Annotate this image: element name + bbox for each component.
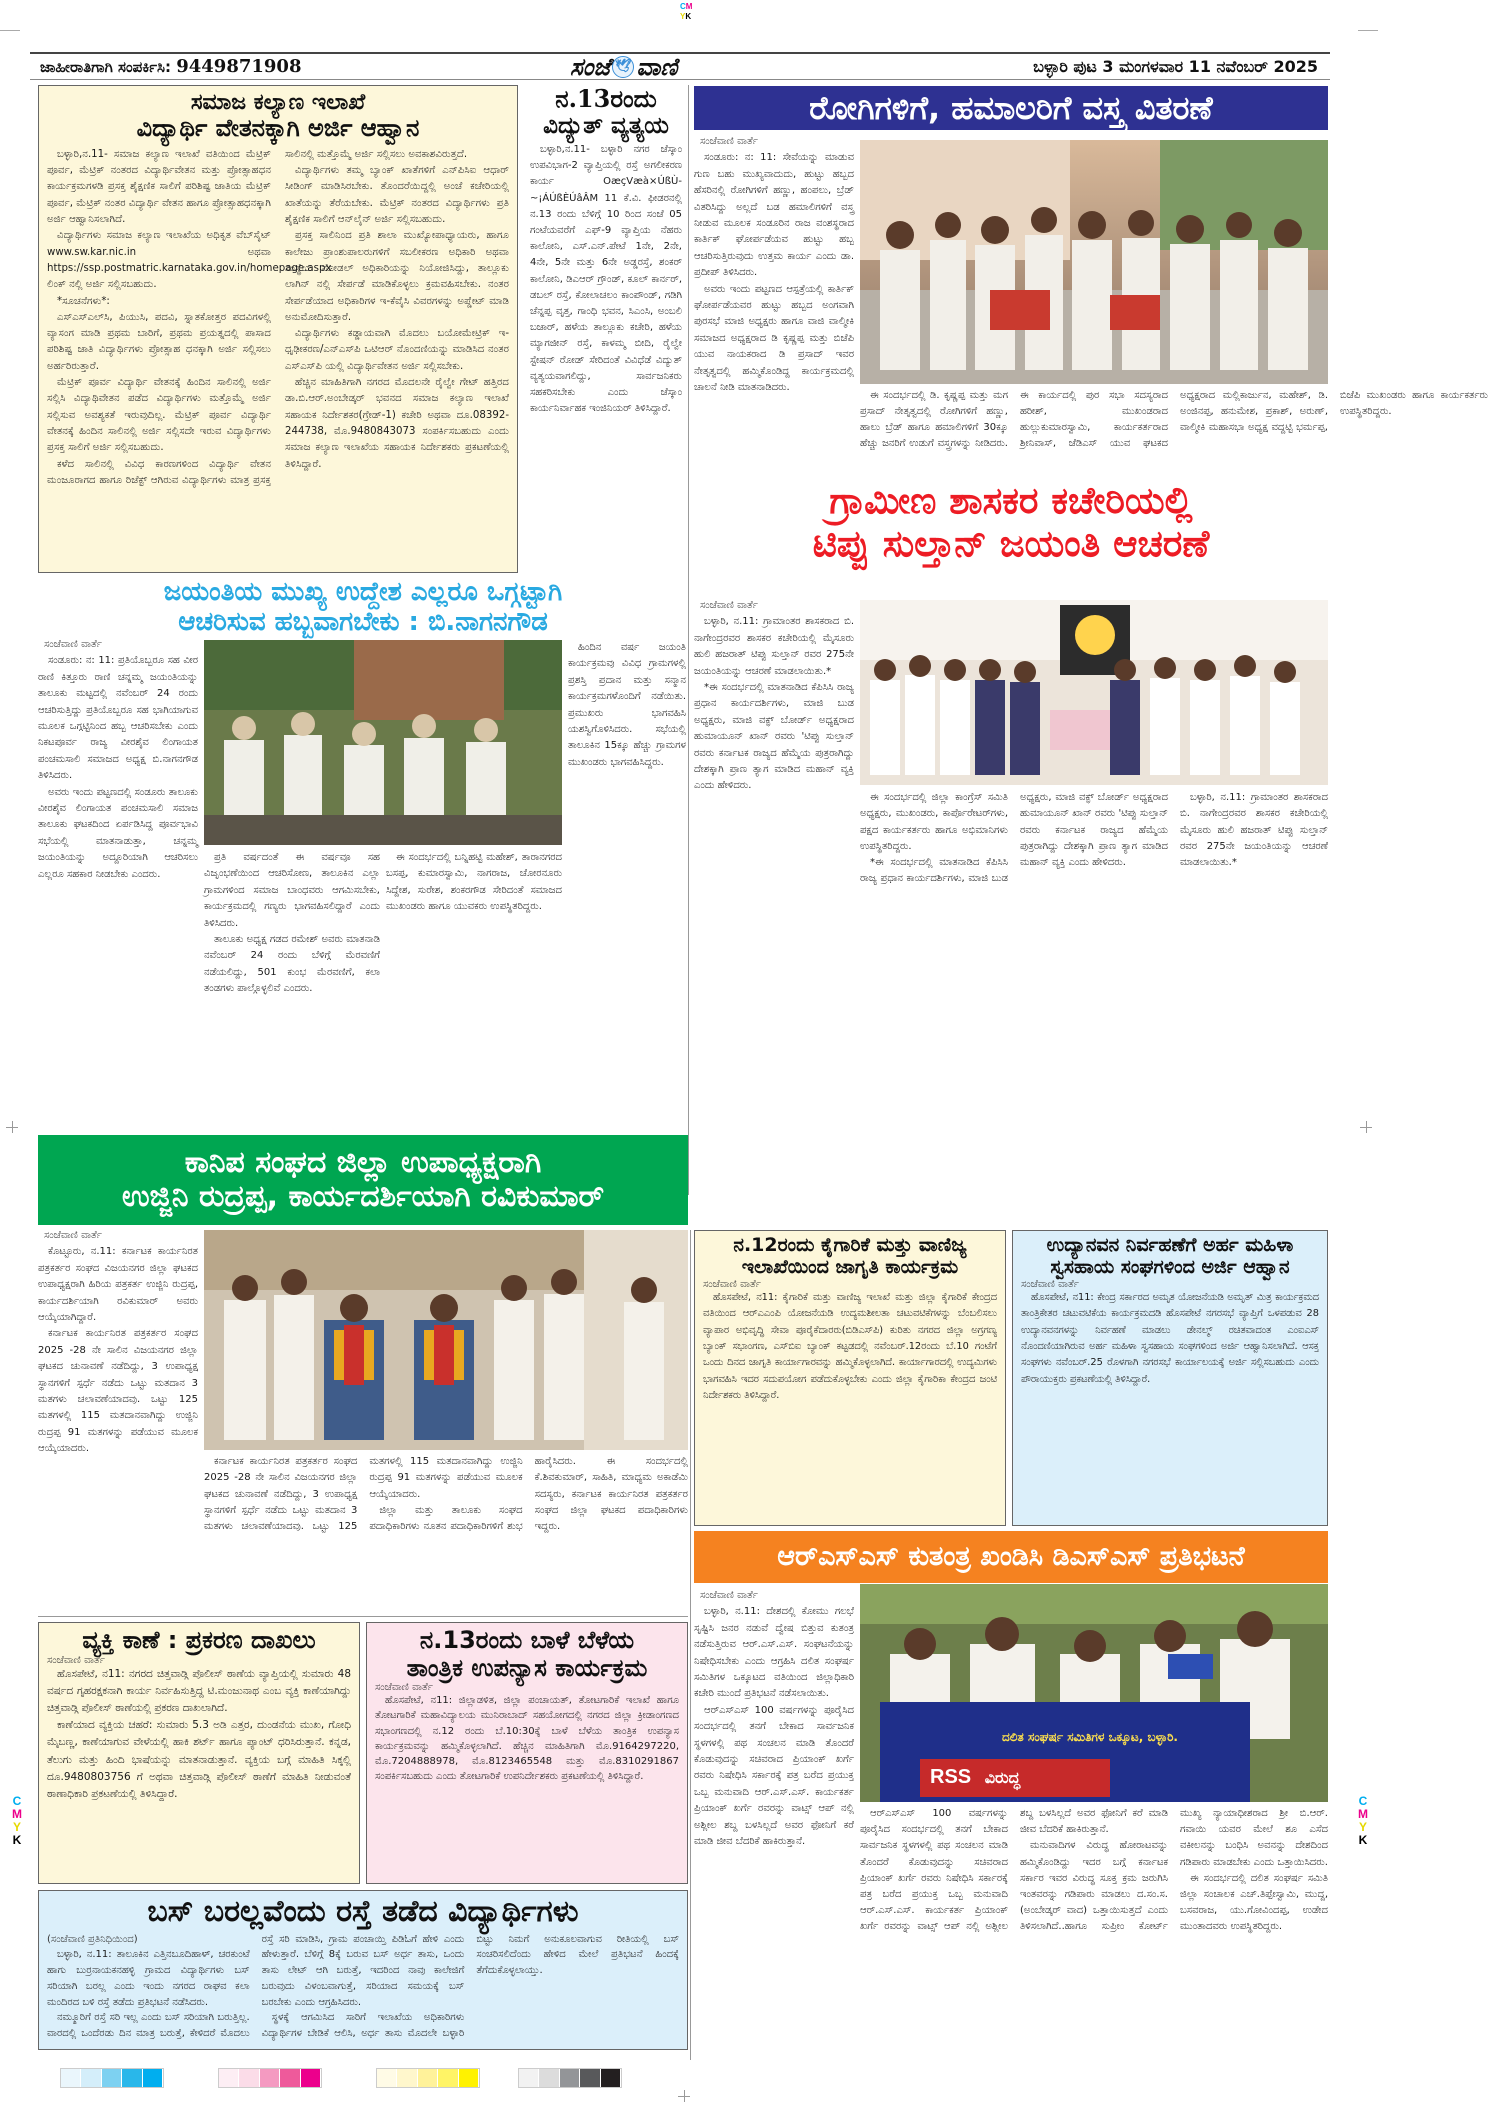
banner-against-text: ವಿರುದ್ಧ bbox=[984, 1770, 1021, 1787]
paragraph: ಬಳ್ಳಾರಿ, ನ.11: ದೇಶದಲ್ಲಿ ಕೋಮು ಗಲಭೆ ಸೃಷ್ಟಿಸಿ ಜನರ ನಡುವೆ ದ್ವೇಷ ಬಿತ್ತುವ ಕುತಂತ್ರ ನಡೆಸುತ್ತಿರುವ ಆರ್.ಎಸ್.ಎಸ್. ಸಂಘಟನೆಯನ್ನು ನಿಷೇಧಿಸಬೇಕು ಎಂದು ಆಗ್ರಹಿಸಿ ದಲಿತ ಸಂಘರ್ಷ ಸಮಿತಿಗಳ ಒಕ್ಕೂಟದ ವತಿಯಿಂದ ಜಿಲ್ಲಾಧಿಕಾರಿ ಕಚೇರಿ ಮುಂದೆ ಪ್ರತಿಭಟನೆ ನಡೆಸಲಾಯಿತು. bbox=[694, 1606, 854, 1700]
headline-tipu-2: ಟಿಪ್ಪು ಸುಲ್ತಾನ್ ಜಯಂತಿ ಆಚರಣೆ bbox=[812, 521, 1210, 565]
paragraph: ಕರ್ನಾಟಕ ಕಾರ್ಯನಿರತ ಪತ್ರಕರ್ತರ ಸಂಘದ 2025 -28 ನೇ ಸಾಲಿನ ವಿಜಯನಗರ ಜಿಲ್ಲಾ ಘಟಕದ ಚುನಾವಣೆ ನಡೆದಿದ್ದು, 3 ಉಪಾಧ್ಯಕ್ಷ ಸ್ಥಾನಗಳಿಗೆ ಸ್ಪರ್ಧೆ ನಡೆದು ಒಟ್ಟು ಮತದಾನ 3 ಮತಗಳು ಚಲಾವಣೆಯಾದವು. ಒಟ್ಟು 125 ಮತಗಳಲ್ಲಿ 115 ಮತದಾನವಾಗಿದ್ದು ಉಜ್ಜಿನಿ ರುದ್ರಪ್ಪ 91 ಮತಗಳನ್ನು ಪಡೆಯುವ ಮೂಲಕ ಆಯ್ಕೆಯಾದರು. bbox=[204, 1456, 523, 1533]
paragraph: ಕಾಣೆಯಾದ ವ್ಯಕ್ತಿಯ ಚಹರೆ: ಸುಮಾರು 5.3 ಅಡಿ ಎತ್ತರ, ದುಂಡನೆಯ ಮುಖ, ಗೋಧಿ ಮೈಬಣ್ಣ, ಕಾಣೆಯಾಗುವ ವೇಳೆಯಲ್ಲಿ ಹಾಕಿ ಶರ್ಟ್ ಹಾಗೂ ಪ್ಯಾಂಟ್ ಧರಿಸಿರುತ್ತಾನೆ. ಕನ್ನಡ, ತೆಲುಗು ಮತ್ತು ಹಿಂದಿ ಭಾಷೆಯನ್ನು ಮಾತನಾಡುತ್ತಾನೆ. ವ್ಯಕ್ತಿಯ ಬಗ್ಗೆ ಮಾಹಿತಿ ಸಿಕ್ಕಲ್ಲಿ ದೂ.9480803756 ಗೆ ಅಥವಾ ಚಿತ್ತವಾಡ್ಗಿ ಪೊಲೀಸ್ ಠಾಣೆಗೆ ಮಾಹಿತಿ ನೀಡುವಂತೆ ಠಾಣಾಧಿಕಾರಿ ಪ್ರಕಟಣೆಯಲ್ಲಿ ತಿಳಿಸಿದ್ದಾರೆ. bbox=[47, 1719, 351, 1801]
article-body bbox=[47, 1666, 351, 1804]
article-power-cut bbox=[526, 85, 686, 573]
byline: ಸಂಜೆವಾಣಿ ವಾರ್ತೆ bbox=[700, 1590, 758, 1601]
paragraph: ಬಳ್ಳಾರಿ, ನ.11: ಗ್ರಾಮಾಂತರ ಶಾಸಕರಾದ ಬಿ. ನಾಗೇಂದ್ರರವರ ಶಾಸಕರ ಕಚೇರಿಯಲ್ಲಿ ಮೈಸೂರು ಹುಲಿ ಹಜರಾತ್ ಟಿಪ್ಪು ಸುಲ್ತಾನ್ ರವರ 275ನೇ ಜಯಂತಿಯನ್ನು ಆಚರಣೆ ಮಾಡಲಾಯಿತು.* bbox=[694, 616, 854, 677]
registration-cross bbox=[12, 1121, 13, 1133]
paragraph: ಕೊಟ್ಟೂರು, ನ.11: ಕರ್ನಾಟಕ ಕಾರ್ಯನಿರತ ಪತ್ರಕರ್ತರ ಸಂಘದ ವಿಜಯನಗರ ಜಿಲ್ಲಾ ಘಟಕದ ಉಪಾಧ್ಯಕ್ಷರಾಗಿ ಹಿರಿಯ ಪತ್ರಕರ್ತ ಉಜ್ಜಿನಿ ರುದ್ರಪ್ಪ, ಕಾರ್ಯದರ್ಶಿಯಾಗಿ ರವಿಕುಮಾರ್ ಅವರು ಆಯ್ಕೆಯಾಗಿದ್ದಾರೆ. bbox=[38, 1246, 198, 1324]
paragraph: ಬಳ್ಳಾರಿ, ನ.11: ಗ್ರಾಮಾಂತರ ಶಾಸಕರಾದ ಬಿ. ನಾಗೇಂದ್ರರವರ ಶಾಸಕರ ಕಚೇರಿಯಲ್ಲಿ ಮೈಸೂರು ಹುಲಿ ಹಜರಾತ್ ಟಿಪ್ಪು ಸುಲ್ತಾನ್ ರವರ 275ನೇ ಜಯಂತಿಯನ್ನು ಆಚರಣೆ ಮಾಡಲಾಯಿತು.* bbox=[1180, 792, 1328, 869]
group-photo bbox=[204, 1230, 688, 1450]
headline-tipu-1: ಗ್ರಾಮೀಣ ಶಾಸಕರ ಕಚೇರಿಯಲ್ಲಿ bbox=[829, 479, 1193, 522]
cmyk-y: Y bbox=[12, 1820, 21, 1834]
paragraph: ಈ ಸಂದರ್ಭದಲ್ಲಿ ದಲಿತ ಸಂಘರ್ಷ ಸಮಿತಿ ಜಿಲ್ಲಾ ಸಂಚಾಲಕ ಎಚ್.ತಿಪ್ಪೇಸ್ವಾಮಿ, ಮುದ್ದ, ಬಸವರಾಜ, ಯು.ಗೋವಿಂದಪ್ಪ, ಉಡೇದ ಮುಂತಾದವರು ಉಪಸ್ಥಿತರಿದ್ದರು. bbox=[1180, 1872, 1328, 1933]
article-bus-protest bbox=[38, 1890, 688, 2050]
headline-banner-dss bbox=[694, 1531, 1328, 1583]
byline: ಸಂಜೆವಾಣಿ ವಾರ್ತೆ bbox=[44, 1230, 102, 1241]
paragraph: ತಾಲೂಕು ಅಧ್ಯಕ್ಷ ಗಡದ ರಮೇಶ್ ಅವರು ಮಾತನಾಡಿ ನವೆಂಬರ್ 24 ರಂದು ಬೆಳಿಗ್ಗೆ ಮೆರವಣಿಗೆ ನಡೆಯಲಿದ್ದು, 501 ಕುಂಭ ಮೆರವಣಿಗೆ, ಕಲಾ ತಂಡಗಳು ಪಾಲ್ಗೊಳ್ಳಲಿವೆ ಎಂದರು. bbox=[204, 934, 380, 995]
photo-chennamma-jayanti bbox=[204, 640, 562, 845]
swatch-yellow-1 bbox=[397, 2069, 417, 2087]
swatch-cyan-0 bbox=[61, 2069, 81, 2087]
headline-chennamma-1: ಜಯಂತಿಯ ಮುಖ್ಯ ಉದ್ದೇಶ ಎಲ್ಲರೂ ಒಗ್ಗಟ್ಟಾಗಿ bbox=[163, 577, 563, 607]
newspaper-logo bbox=[570, 53, 677, 81]
article-industry-awareness bbox=[694, 1230, 1006, 1526]
headline-banana-2: ತಾಂತ್ರಿಕ ಉಪನ್ಯಾಸ ಕಾರ್ಯಕ್ರಮ bbox=[406, 1653, 648, 1682]
headline-chennamma-2: ಆಚರಿಸುವ ಹಬ್ಬವಾಗಬೇಕು : ಬಿ.ನಾಗನಗೌಡ bbox=[178, 606, 548, 637]
article-missing-person bbox=[38, 1622, 360, 1884]
swatch-bar-yellow bbox=[376, 2068, 480, 2088]
article-tipu-col1 bbox=[694, 598, 854, 1058]
paragraph: ಪ್ರಸಕ್ತ ಸಾಲಿನಿಂದ ಪ್ರತಿ ಶಾಲಾ ಮುಖ್ಯೋಪಾಧ್ಯಾಯರು, ಹಾಗೂ ಕಾಲೇಜು ಪ್ರಾಂಶುಪಾಲರುಗಳಿಗೆ ಸಬಲೀಕರಣ ಅಧಿಕಾರಿ ಅಥವಾ ಸಂಸ್ಥೆಯ ನೋಡಲ್ ಅಧಿಕಾರಿಯನ್ನು ನಿಯೋಜಿಸಿದ್ದು, ತಾಲ್ಲೂಕು ಲಾಗಿನ್ ನಲ್ಲಿ ಸೇರ್ಪಡೆ ಮಾಡಿಕೊಳ್ಳಲು ಕ್ರಮವಹಿಸಬೇಕು. ನಂತರ ಸೇರ್ಪಡೆಯಾದ ಅಧಿಕಾರಿಗಳ ಇ-ಕೆವೈಸಿ ವಿವರಗಳನ್ನು ಅಪ್ಡೇಟ್ ಮಾಡಿ ಅನುಮೋದಿಸುತ್ತಾರೆ. bbox=[285, 230, 509, 323]
byline: ಸಂಜೆವಾಣಿ ವಾರ್ತೆ bbox=[700, 136, 758, 147]
headline-banner-clothes bbox=[694, 86, 1328, 130]
headline-scholarship-1: ಸಮಾಜ ಕಲ್ಯಾಣ ಇಲಾಖೆ bbox=[190, 90, 366, 115]
article-dss-cols bbox=[860, 1806, 1328, 2058]
banner-text-dss: ದಲಿತ ಸಂಘರ್ಷ ಸಮಿತಿಗಳ ಒಕ್ಕೂಟ, ಬಳ್ಳಾರಿ. bbox=[1002, 1730, 1178, 1744]
swatch-black-3 bbox=[580, 2069, 600, 2087]
photo-dss-protest bbox=[860, 1584, 1328, 1802]
swatch-black-0 bbox=[519, 2069, 539, 2087]
swatch-black-1 bbox=[539, 2069, 559, 2087]
swatch-magenta-3 bbox=[280, 2069, 300, 2087]
article-chennamma-col1 bbox=[38, 637, 198, 1127]
headline-power-cut-1: ನ.13ರಂದು bbox=[555, 84, 657, 113]
cmyk-m: M bbox=[685, 2, 693, 11]
paragraph: ಅವರು ಇಂದು ಪಟ್ಟಣದ ಆಸ್ಪತ್ರೆಯಲ್ಲಿ ಕಾರ್ತಿಕ್ ಘೋರ್ಪಡೆಯವರ ಹುಟ್ಟು ಹಬ್ಬದ ಅಂಗವಾಗಿ ಪುರಸಭೆ ಮಾಜಿ ಅಧ್ಯಕ್ಷರು ಹಾಗೂ ವಾಜಿ ವಾಲ್ಮೀಕಿ ಸಮಾಜದ ಅಧ್ಯಕ್ಷರಾದ ಡಿ ಕೃಷ್ಣಪ್ಪ ಮತ್ತು ಬಿಜೆಪಿ ಯುವ ನಾಯಕರಾದ ಡಿ ಪ್ರಸಾದ್ ಇವರ ನೇತೃತ್ವದಲ್ಲಿ ಹಮ್ಮಿಕೊಂಡಿದ್ದ ಕಾರ್ಯಕ್ರಮದಲ್ಲಿ ಚಾಲನೆ ನೀಡಿ ಮಾತನಾಡಿದರು. bbox=[694, 283, 854, 394]
swatch-magenta-1 bbox=[239, 2069, 259, 2087]
paragraph: ಈ ಸಂದರ್ಭದಲ್ಲಿ ಡಿ. ಕೃಷ್ಣಪ್ಪ ಮತ್ತು ಮಗ ಪ್ರಸಾದ್ ನೇತೃತ್ವದಲ್ಲಿ ರೋಗಿಗಳಿಗೆ ಹಣ್ಣು, ಹಾಲು ಬ್ರೆಡ್ ಹಾಗೂ ಹಮಾಲಿಗಳಿಗೆ 30ಕ್ಕೂ ಹೆಚ್ಚು ಜನರಿಗೆ ಉಡುಗೆ ವಸ್ತ್ರಗಳನ್ನು ನೀಡಿದರು. ಈ ಕಾರ್ಯದಲ್ಲಿ ಪುರ ಸಭಾ ಸದಸ್ಯರಾದ ಹರೀಶ್, ಮುಖಂಡರಾದ ಹುಲ್ಲುಕುಮಾರಸ್ವಾಮಿ, ಕಾರ್ಯಕರ್ತರಾದ ಶ್ರೀನಿವಾಸ್, ಜೆಡಿಎಸ್ ಯುವ ಘಟಕದ ಅಧ್ಯಕ್ಷರಾದ ಮಲ್ಲಿಕಾರ್ಜುನ, ಮಹೇಶ್, ಡಿ. ಅಂಜಿನಪ್ಪ, ಹನುಮೇಶ, ಪ್ರಕಾಶ್, ಅರುಣ್, ವಾಲ್ಮೀಕಿ ಮಹಾಸಭಾ ಅಧ್ಯಕ್ಷ ವದ್ದಟ್ಟಿ ಭರ್ಮಪ್ಪ, ಬಿಜೆಪಿ ಮುಖಂಡರು ಹಾಗೂ ಕಾರ್ಯಕರ್ತರು ಉಪಸ್ಥಿತರಿದ್ದರು. bbox=[860, 390, 1488, 449]
article-dss-col1 bbox=[694, 1588, 854, 2058]
column-rule bbox=[690, 1230, 691, 2060]
article-kanipa-col1 bbox=[38, 1228, 198, 1608]
headline-banner-kanipa bbox=[38, 1135, 688, 1225]
cmyk-m: M bbox=[1358, 1807, 1368, 1821]
paragraph: ಹೊಸಪೇಟೆ, ನ11: ಕೈಗಾರಿಕೆ ಮತ್ತು ವಾಣಿಜ್ಯ ಇಲಾಖೆ ಮತ್ತು ಜಿಲ್ಲಾ ಕೈಗಾರಿಕೆ ಕೇಂದ್ರದ ವತಿಯಿಂದ ಆರ್‌ಎಎಂಪಿ ಯೋಜನೆಯಡಿ ಉದ್ಯಮಶೀಲತಾ ಚಟುವಟಿಕೆಗಳನ್ನು ಬೆಂಬಲಿಸಲು ವ್ಯಾಪಾರ ಅಭಿವೃದ್ಧಿ ಸೇವಾ ಪೂರೈಕೆದಾರರು(ಬಿಡಿಎಸ್‌ಪಿ) ಕುರಿತು ನಗರದ ಜಿಲ್ಲಾ ಅಗ್ರಗಣ್ಯ ಬ್ಯಾಂಕ್ ಸಭಾಂಗಣ, ಎಸ್‌ಬಿಐ ಬ್ಯಾಂಕ್ ಕಟ್ಟಡದಲ್ಲಿ ನವೆಂಬರ್.12ರಂದು ಬೆ.10 ಗಂಟೆಗೆ ಒಂದು ದಿನದ ಜಾಗೃತಿ ಕಾರ್ಯಾಗಾರವನ್ನು ಹಮ್ಮಿಕೊಳ್ಳಲಾಗಿದೆ. ಕಾರ್ಯಾಗಾರದಲ್ಲಿ ಉದ್ಯಮಿಗಳು ಭಾಗವಹಿಸಿ ಇದರ ಸದುಪಯೋಗ ಪಡೆದುಕೊಳ್ಳಬೇಕು ಎಂದು ಜಿಲ್ಲಾ ಕೈಗಾರಿಕಾ ಕೇಂದ್ರದ ಜಂಟಿ ನಿರ್ದೇಶಕರು ತಿಳಿಸಿದ್ದಾರೆ. bbox=[703, 1291, 997, 1402]
logo-left: ಸಂಜೆ bbox=[570, 53, 611, 81]
paragraph: ಹೊಸಪೇಟೆ, ನ11: ಜಿಲ್ಲಾಡಳಿತ, ಜಿಲ್ಲಾ ಪಂಚಾಯತ್, ತೋಟಗಾರಿಕೆ ಇಲಾಖೆ ಹಾಗೂ ತೋಟಗಾರಿಕೆ ಮಹಾವಿದ್ಯಾಲಯ ಮುನಿರಾಬಾದ್ ಸಹಯೋಗದಲ್ಲಿ ನಗರದ ಜಿಲ್ಲಾ ಕ್ರೀಡಾಂಗಣದ ಸಭಾಂಗಣದಲ್ಲಿ ನ.12 ರಂದು ಬೆ.10:30ಕ್ಕೆ ಬಾಳೆ ಬೆಳೆಯ ತಾಂತ್ರಿಕ ಉಪನ್ಯಾಸ ಕಾರ್ಯಕ್ರಮವನ್ನು ಹಮ್ಮಿಕೊಳ್ಳಲಾಗಿದೆ. ಹೆಚ್ಚಿನ ಮಾಹಿತಿಗಾಗಿ ಮೊ.9164297220, ಮೊ.7204888978, ಮೊ.8123465548 ಮತ್ತು ಮೊ.8310291867 ಸಂಪರ್ಕಿಸಬಹುದು ಎಂದು ತೋಟಗಾರಿಕೆ ಉಪನಿರ್ದೇಶಕರು ಪ್ರಕಟಣೆಯಲ್ಲಿ ತಿಳಿಸಿದ್ದಾರೆ. bbox=[375, 1695, 679, 1783]
headline-kanipa-2: ಉಜ್ಜಿನಿ ರುದ್ರಪ್ಪ, ಕಾರ್ಯದರ್ಶಿಯಾಗಿ ರವಿಕುಮಾರ್ bbox=[121, 1179, 605, 1214]
article-body bbox=[375, 1693, 679, 1784]
paragraph: ಈ ಸಂದರ್ಭದಲ್ಲಿ ಬನ್ನಿಹಟ್ಟಿ ಮಹೇಶ್, ತಾರಾನಗರದ ಬಸಪ್ಪ, ಕುಮಾರಸ್ವಾಮಿ, ನಾಗರಾಜ, ಚೋರನೂರು ಸಿದ್ದೇಶ, ಸುರೇಶ, ಶಂಕರಗೌಡ ಸೇರಿದಂತೆ ಸಮಾಜದ ಮುಖಂಡರು ಹಾಗೂ ಯುವಕರು ಉಪಸ್ಥಿತರಿದ್ದರು. bbox=[386, 852, 562, 913]
logo-right: ವಾಣಿ bbox=[636, 53, 678, 81]
swatch-cyan-2 bbox=[102, 2069, 122, 2087]
swatch-cyan-1 bbox=[81, 2069, 101, 2087]
masthead bbox=[30, 52, 1330, 80]
cmyk-y: Y bbox=[1358, 1820, 1367, 1834]
ad-contact bbox=[40, 56, 301, 77]
paragraph: ವಿದ್ಯಾರ್ಥಿಗಳು ಸಮಾಜ ಕಲ್ಯಾಣ ಇಲಾಖೆಯ ಅಧಿಕೃತ ವೆಬ್‌ಸೈಟ್ www.sw.kar.nic.in ಅಥವಾ https://ssp.postmatric.karnataka.gov.in/homepage.aspx ಲಿಂಕ್ ನಲ್ಲಿ ಅರ್ಜಿ ಸಲ್ಲಿಸಬಹುದು. bbox=[47, 230, 332, 291]
photo-tipu-jayanti bbox=[860, 600, 1328, 785]
cmyk-registration-mark bbox=[680, 2, 698, 24]
cmyk-k: K bbox=[1358, 1833, 1368, 1847]
headline-kanipa-1: ಕಾನಿಪ ಸಂಘದ ಜಿಲ್ಲಾ ಉಪಾಧ್ಯಕ್ಷರಾಗಿ bbox=[184, 1144, 542, 1180]
byline: ಸಂಜೆವಾಣಿ ವಾರ್ತೆ bbox=[703, 1278, 761, 1290]
article-kanipa-cols bbox=[204, 1454, 688, 1614]
paragraph: ಎಸ್‌ಎಸ್‌ಎಲ್‌ಸಿ, ಪಿಯುಸಿ, ಪದವಿ, ಸ್ನಾತಕೋತ್ತರ ಪದವಿಗಳಲ್ಲಿ ವ್ಯಾಸಂಗ ಮಾಡಿ ಪ್ರಥಮ ಬಾರಿಗೆ, ಪ್ರಥಮ ಪ್ರಯತ್ನದಲ್ಲಿ ಪಾಸಾದ ಪರಿಶಿಷ್ಟ ಜಾತಿ ವಿದ್ಯಾರ್ಥಿಗಳು ಪ್ರೋತ್ಸಾಹ ಧನಕ್ಕಾಗಿ ಅರ್ಜಿ ಸಲ್ಲಿಸಲು ಅರ್ಹರಿರುತ್ತಾರೆ. bbox=[47, 311, 271, 372]
byline: ಸಂಜೆವಾಣಿ ವಾರ್ತೆ bbox=[700, 600, 758, 611]
paragraph: ಹೆಚ್ಚಿನ ಮಾಹಿತಿಗಾಗಿ ನಗರದ ಮೊದಲನೇ ರೈಲ್ವೇ ಗೇಟ್ ಹತ್ತಿರದ ಡಾ.ಬಿ.ಆರ್.ಅಂಬೇಡ್ಕರ್ ಭವನದ ಸಮಾಜ ಕಲ್ಯಾಣ ಇಲಾಖೆ ಸಹಾಯಕ ನಿರ್ದೇಶಕರ(ಗ್ರೇಡ್-1) ಕಚೇರಿ ಅಥವಾ ದೂ.08392-244738, ಮೊ.9480843073 ಸಂಪರ್ಕಿಸಬಹುದು ಎಂದು ಸಮಾಜ ಕಲ್ಯಾಣ ಇಲಾಖೆಯ ಸಹಾಯಕ ನಿರ್ದೇಶಕರು ಪ್ರಕಟಣೆಯಲ್ಲಿ ತಿಳಿಸಿದ್ದಾರೆ. bbox=[285, 377, 509, 470]
paragraph: ಹೊಸಪೇಟೆ, ನ11: ಕೇಂದ್ರ ಸರ್ಕಾರದ ಅಮೃತ ಯೋಜನೆಯಡಿ ಅಮೃತ್ ಮಿತ್ರ ಕಾರ್ಯಕ್ರಮದ ತಾಂತ್ರಿಕೇತರ ಚಟುವಟಿಕೆಯ ಕಾರ್ಯಕ್ರಮದಡಿ ಹೊಸಪೇಟೆ ನಗರಸಭೆ ವ್ಯಾಪ್ತಿಗೆ ಒಳಪಡುವ 28 ಉದ್ಯಾನವನಗಳನ್ನು ನಿರ್ವಹಣೆ ಮಾಡಲು ಡೇನಲ್ಮ್ ರಚಿತವಾದಂತ ಎಂಐಎಸ್ ನೊಂದಣಿಯಾಗಿರುವ ಅರ್ಹ ಮಹಿಳಾ ಸ್ವಸಹಾಯ ಸಂಘಗಳಿಂದ ಅರ್ಜಿ ಆಹ್ವಾನಿಸಲಾಗಿದೆ. ಆಸಕ್ತ ಸಂಘಗಳು ನವೆಂಬರ್.25 ರೊಳಗಾಗಿ ನಗರಸಭೆ ಕಾರ್ಯಾಲಯಕ್ಕೆ ಅರ್ಜಿ ಸಲ್ಲಿಸಬಹುದು ಎಂದು ಪೌರಾಯುಕ್ತರು ಪ್ರಕಟಣೆಯಲ್ಲಿ ತಿಳಿಸಿದ್ದಾರೆ. bbox=[1021, 1291, 1319, 1385]
cmyk-side-mark-right bbox=[1358, 1795, 1368, 1847]
headline-tipu bbox=[694, 480, 1328, 565]
article-tipu-cols bbox=[860, 790, 1328, 1220]
swatch-cyan-3 bbox=[122, 2069, 142, 2087]
swatch-magenta-2 bbox=[260, 2069, 280, 2087]
cmyk-c: C bbox=[680, 2, 686, 11]
paragraph: ಆರ್‌ಎಸ್‌ಎಸ್ 100 ವರ್ಷಗಳನ್ನು ಪೂರೈಸಿದ ಸಂದರ್ಭದಲ್ಲಿ ತನಗೆ ಬೇಕಾದ ಸಾರ್ವಜನಿಕ ಸ್ಥಳಗಳಲ್ಲಿ ಪಥ ಸಂಚಲನ ಮಾಡಿ ತೊಂದರೆ ಕೊಡುವುದನ್ನು ಸಚಿವರಾದ ಪ್ರಿಯಾಂಕ್ ಖರ್ಗೆ ರವರು ನಿಷೇಧಿಸಿ ಸರ್ಕಾರಕ್ಕೆ ಪತ್ರ ಬರೆದ ಪ್ರಯುಕ್ತ ಒಬ್ಬ ಮನುವಾದಿ ಆರ್.ಎಸ್.ಎಸ್. ಕಾರ್ಯಕರ್ತ ಪ್ರಿಯಾಂಕ್ ಖರ್ಗೆ ರವರನ್ನು ವಾಟ್ಸ್ ಆಪ್ ನಲ್ಲಿ ಅಶ್ಲೀಲ ಶಬ್ದ ಬಳಸಿಲ್ಲದೆ ಅವರ ಫೋನಿಗೆ ಕರೆ ಮಾಡಿ ಜೀವ ಬೆದರಿಕೆ ಹಾಕಿರುತ್ತಾನೆ. bbox=[860, 1808, 1168, 1933]
swatch-magenta-0 bbox=[219, 2069, 239, 2087]
swatch-magenta-4 bbox=[301, 2069, 321, 2087]
swatch-yellow-0 bbox=[377, 2069, 397, 2087]
cmyk-c: C bbox=[12, 1794, 22, 1808]
paragraph: ಅವರು ಇಂದು ಪಟ್ಟಣದಲ್ಲಿ ಸಂಡೂರು ತಾಲೂಕು ವೀರಶೈವ ಲಿಂಗಾಯತ ಪಂಚಮಸಾಲಿ ಸಮಾಜ ತಾಲೂಕು ಘಟಕದಿಂದ ಏರ್ಪಡಿಸಿದ್ದ ಪೂರ್ವಭಾವಿ ಸಭೆಯಲ್ಲಿ ಮಾತನಾಡುತ್ತಾ, ಚನ್ನಮ್ಮ ಜಯಂತಿಯನ್ನು ಅದ್ದೂರಿಯಾಗಿ ಆಚರಿಸಲು ಎಲ್ಲರೂ ಸಹಕಾರ ನೀಡಬೇಕು ಎಂದರು. bbox=[38, 786, 198, 880]
photo-kanipa-union bbox=[204, 1230, 688, 1450]
banner-rss-text: RSS bbox=[930, 1766, 972, 1788]
article-clothes-cols bbox=[860, 388, 1488, 460]
headline-shg-1: ಉದ್ಯಾನವನ ನಿರ್ವಹಣೆಗೆ ಅರ್ಹ ಮಹಿಳಾ bbox=[1046, 1234, 1294, 1256]
group-photo bbox=[860, 600, 1328, 785]
headline-dss: ಆರ್‌ಎಸ್‌ಎಸ್ ಕುತಂತ್ರ ಖಂಡಿಸಿ ಡಿಎಸ್‌ಎಸ್ ಪ್ರತಿಭಟನೆ bbox=[777, 1541, 1245, 1573]
article-body bbox=[47, 147, 509, 489]
article-chennamma-col2 bbox=[204, 850, 380, 1128]
swatch-yellow-2 bbox=[418, 2069, 438, 2087]
registration-cross bbox=[684, 2090, 685, 2102]
article-scholarship bbox=[38, 85, 518, 573]
edition-info: ಬಳ್ಳಾರಿ ಪುಟ 3 ಮಂಗಳವಾರ 11 ನವೆಂಬರ್ 2025 bbox=[1033, 57, 1318, 76]
paragraph: ಮನುವಾದಿಗಳ ವಿರುದ್ಧ ಹೋರಾಟವನ್ನು ಹಮ್ಮಿಕೊಂಡಿದ್ದು ಇದರ ಬಗ್ಗೆ ಕರ್ನಾಟಕ ಸರ್ಕಾರ ಇವರ ವಿರುದ್ಧ ಸೂಕ್ತ ಕ್ರಮ ಜರುಗಿಸಿ ಇಂತವರನ್ನು ಗಡಿಪಾರು ಮಾಡಲು ದ.ಸಂ.ಸ. (ಅಂಬೇಡ್ಕರ್ ವಾದ) ಒತ್ತಾಯಿಸುತ್ತದೆ ಎಂದು ತಿಳಿಸಲಾಗಿದೆ..ಹಾಗೂ ಸುಪ್ರೀಂ ಕೋರ್ಟ್ ಮುಖ್ಯ ನ್ಯಾಯಾಧೀಶರಾದ ಶ್ರೀ ಬಿ.ಆರ್. ಗವಾಯಿ ಯವರ ಮೇಲೆ ಶೂ ಎಸೆದ ವಕೀಲನನ್ನು ಬಂಧಿಸಿ ಅವನನ್ನು ದೇಶದಿಂದ ಗಡಿಪಾರು ಮಾಡಬೇಕು ಎಂದು ಒತ್ತಾಯಿಸಿದರು. bbox=[1020, 1808, 1328, 1933]
swatch-yellow-4 bbox=[459, 2069, 479, 2087]
byline: ಸಂಜೆವಾಣಿ ವಾರ್ತೆ bbox=[1021, 1278, 1079, 1290]
article-chennamma-col3 bbox=[386, 850, 562, 1128]
crop-mark bbox=[0, 30, 20, 31]
meeting-photo bbox=[204, 640, 562, 845]
paragraph: ಸಂಡೂರು: ನ: 11: ಸೇವೆಯನ್ನು ಮಾಡುವ ಗುಣ ಬಹು ಮುಖ್ಯವಾದುದು, ಹುಟ್ಟು ಹಬ್ಬದ ಹೆಸರಿನಲ್ಲಿ ರೋಗಿಗಳಿಗೆ ಹಣ್ಣು, ಹಂಪಲು, ಬ್ರೆಡ್ ವಿತರಿಸಿದ್ದು ಅಲ್ಲದೆ ಬಡ ಹಮಾಲಿಗಳಿಗೆ ವಸ್ತ್ರ ನೀಡುವ ಮೂಲಕ ಸಂಡೂರಿನ ರಾಜ ವಂಶಸ್ಥರಾದ ಕಾರ್ತಿಕ್ ಘೋರ್ಪಡೆಯವ ಹುಟ್ಟು ಹಬ್ಬ ಆಚರಿಸುತ್ತಿರುವುದು ಉತ್ತಮ ಕಾರ್ಯ ಎಂದು ಡಾ. ಪ್ರದೀಪ್ ತಿಳಿಸಿದರು. bbox=[694, 152, 854, 279]
swatch-black-4 bbox=[601, 2069, 621, 2087]
headline-clothes: ರೋಗಿಗಳಿಗೆ, ಹಮಾಲರಿಗೆ ವಸ್ತ್ರ ವಿತರಣೆ bbox=[809, 88, 1213, 127]
cmyk-c: C bbox=[1358, 1794, 1368, 1808]
registration-cross bbox=[1366, 1121, 1367, 1133]
cmyk-y: Y bbox=[680, 12, 686, 21]
paragraph: ಬಳ್ಳಾರಿ, ನ.11: ತಾಲೂಕಿನ ಎತ್ತಿನಬೂದಿಹಾಳ್, ಚರಕುಂಟೆ ಹಾಗು ಬುರ್ರನಾಯಕನಹಳ್ಳಿ ಗ್ರಾಮದ ವಿದ್ಯಾರ್ಥಿಗಳು ಬಸ್ ಸರಿಯಾಗಿ ಬರಲ್ಲ ಎಂದು ಇಂದು ನಗರದ ರಾಘವ ಕಲಾ ಮಂದಿರದ ಬಳಿ ರಸ್ತೆ ತಡೆದು ಪ್ರತಿಭಟನೆ ನಡೆಸಿದರು. bbox=[47, 1949, 250, 2008]
group-photo bbox=[860, 140, 1328, 384]
paragraph: ಹೊಸಪೇಟೆ, ನ11: ನಗರದ ಚಿತ್ತವಾಡ್ಗಿ ಪೊಲೀಸ್ ಠಾಣೆಯ ವ್ಯಾಪ್ತಿಯಲ್ಲಿ ಸುಮಾರು 48 ವರ್ಷದ ಗೃಹರಕ್ಷಕನಾಗಿ ಕಾರ್ಯ ನಿರ್ವಹಿಸುತ್ತಿದ್ದ ಟಿ.ಮಂಜುನಾಥ ಎಂಬ ವ್ಯಕ್ತಿ ಕಾಣೆಯಾಗಿದ್ದು ಚಿತ್ತವಾಡ್ಗಿ ಪೊಲೀಸ್ ಠಾಣೆಯಲ್ಲಿ ಪ್ರಕರಣ ದಾಖಲಾಗಿದೆ. bbox=[47, 1667, 351, 1714]
article-clothes-col1 bbox=[694, 134, 854, 464]
paragraph: ಜಿಲ್ಲಾ ಮತ್ತು ತಾಲೂಕು ಸಂಘದ ಪದಾಧಿಕಾರಿಗಳು ನೂತನ ಪದಾಧಿಕಾರಿಗಳಿಗೆ ಶುಭ ಹಾರೈಸಿದರು. ಈ ಸಂದರ್ಭದಲ್ಲಿ ಕೆ.ಶಿವಕುಮಾರ್, ಸಾಹಿತಿ, ಮಾಧ್ಯಮ ಅಕಾಡೆಮಿ ಸದಸ್ಯರು, ಕರ್ನಾಟಕ ಕಾರ್ಯನಿರತ ಪತ್ರಕರ್ತರ ಸಂಘದ ಜಿಲ್ಲಾ ಘಟಕದ ಪದಾಧಿಕಾರಿಗಳು ಇದ್ದರು. bbox=[369, 1456, 688, 1533]
headline-scholarship-2: ವಿದ್ಯಾರ್ಥಿ ವೇತನಕ್ಕಾಗಿ ಅರ್ಜಿ ಆಹ್ವಾನ bbox=[136, 114, 420, 143]
paragraph: ಕರ್ನಾಟಕ ಕಾರ್ಯನಿರತ ಪತ್ರಕರ್ತರ ಸಂಘದ 2025 -28 ನೇ ಸಾಲಿನ ವಿಜಯನಗರ ಜಿಲ್ಲಾ ಘಟಕದ ಚುನಾವಣೆ ನಡೆದಿದ್ದು, 3 ಉಪಾಧ್ಯಕ್ಷ ಸ್ಥಾನಗಳಿಗೆ ಸ್ಪರ್ಧೆ ನಡೆದು ಒಟ್ಟು ಮತದಾನ 3 ಮತಗಳು ಚಲಾವಣೆಯಾದವು. ಒಟ್ಟು 125 ಮತಗಳಲ್ಲಿ 115 ಮತದಾನವಾಗಿದ್ದು ಉಜ್ಜಿನಿ ರುದ್ರಪ್ಪ 91 ಮತಗಳನ್ನು ಪಡೆಯುವ ಮೂಲಕ ಆಯ್ಕೆಯಾದರು. bbox=[38, 1328, 198, 1455]
swatch-yellow-3 bbox=[438, 2069, 458, 2087]
swatch-black-2 bbox=[560, 2069, 580, 2087]
photo-clothes-distribution bbox=[860, 140, 1328, 384]
column-rule bbox=[688, 85, 689, 1195]
headline-chennamma bbox=[38, 578, 688, 638]
headline-industry-1: ನ.12ರಂದು ಕೈಗಾರಿಕೆ ಮತ್ತು ವಾಣಿಜ್ಯ bbox=[733, 1234, 967, 1256]
headline-industry-2: ಇಲಾಖೆಯಿಂದ ಜಾಗೃತಿ ಕಾರ್ಯಕ್ರಮ bbox=[741, 1255, 959, 1278]
article-banana-workshop bbox=[366, 1622, 688, 1884]
headline-banana-1: ನ.13ರಂದು ಬಾಳೆ ಬೆಳೆಯ bbox=[419, 1626, 635, 1654]
paragraph: ಬಳ್ಳಾರಿ,ನ.11- ಸಮಾಜ ಕಲ್ಯಾಣ ಇಲಾಖೆ ವತಿಯಿಂದ ಮೆಟ್ರಿಕ್ ಪೂರ್ವ, ಮೆಟ್ರಿಕ್ ನಂತರದ ವಿದ್ಯಾರ್ಥಿವೇತನ ಮತ್ತು ಪ್ರೋತ್ಸಾಹಧನ ಕಾರ್ಯಕ್ರಮಗಳಡಿ ಪ್ರಸಕ್ತ ಶೈಕ್ಷಣಿಕ ಸಾಲಿಗೆ ಪರಿಶಿಷ್ಟ ಜಾತಿಯ ಮೆಟ್ರಿಕ್ ಪೂರ್ವ, ಮೆಟ್ರಿಕ್ ನಂತರ ವಿದ್ಯಾರ್ಥಿ ವೇತನ ಹಾಗೂ ಪ್ರೋತ್ಸಾಹಧನಕ್ಕಾಗಿ ಅರ್ಜಿ ಆಹ್ವಾನಿಸಲಾಗಿದೆ. bbox=[47, 148, 271, 226]
paragraph: ನಮ್ಮೂರಿಗೆ ರಸ್ತೆ ಸರಿ ಇಲ್ಲ ಎಂದು ಬಸ್ ಸರಿಯಾಗಿ ಬರುತ್ತಿಲ್ಲ. ವಾರದಲ್ಲಿ ಒಂದೆರಡು ದಿನ ಮಾತ್ರ ಬರುತ್ತೆ, ಕೇಳಿದರೆ ಮೊದಲು ರಸ್ತೆ ಸರಿ ಮಾಡಿಸಿ, ಗ್ರಾಮ ಪಂಚಾಯ್ತಿ ಪಿಡಿಓಗೆ ಹೇಳಿ ಎಂದು ಹೇಳುತ್ತಾರೆ. ಬೆಳಿಗ್ಗೆ 8ಕ್ಕೆ ಬರುವ ಬಸ್ ಅರ್ಧ ತಾಸು, ಒಂದು ತಾಸು ಲೇಟ್ ಆಗಿ ಬರುತ್ತೆ, ಇದರಿಂದ ನಾವು ಕಾಲೇಜಿಗೆ ಬರುವುದು ವಿಳಂಬವಾಗುತ್ತೆ, ಸರಿಯಾದ ಸಮಯಕ್ಕೆ ಬಸ್ ಬರಬೇಕು ಎಂದು ಆಗ್ರಹಿಸಿದರು. bbox=[47, 1933, 465, 2040]
cmyk-k: K bbox=[12, 1833, 22, 1847]
paragraph: ಸಂಡೂರು: ನ: 11: ಪ್ರತಿಯೊಬ್ಬರೂ ಸಹ ವೀರ ರಾಣಿ ಕಿತ್ತೂರು ರಾಣಿ ಚನ್ನಮ್ಮ ಜಯಂತಿಯನ್ನು ತಾಲೂಕು ಮಟ್ಟದಲ್ಲಿ ನವೆಂಬರ್ 24 ರಂದು ಆಚರಿಸುತ್ತಿದ್ದು ಪ್ರತಿಯೊಬ್ಬರೂ ಸಹ ಭಾಗಿಯಾಗುವ ಮೂಲಕ ಒಗ್ಗಟ್ಟಿನಿಂದ ಹಬ್ಬ ಆಚರಿಸಬೇಕು ಎಂದು ನಿಕಟಪೂರ್ವ ರಾಜ್ಯ ವೀರಶೈವ ಲಿಂಗಾಯತ ಪಂಚಮಸಾಲಿ ಸಮಾಜದ ಅಧ್ಯಕ್ಷ ಬಿ.ನಾಗನಗೌಡ ತಿಳಿಸಿದರು. bbox=[38, 655, 198, 782]
paragraph: ಬಳ್ಳಾರಿ,ನ.11- ಬಳ್ಳಾರಿ ನಗರ ಜೆಸ್ಕಾಂ ಉಪವಿಭಾಗ-2 ವ್ಯಾಪ್ತಿಯಲ್ಲಿ ರಸ್ತೆ ಅಗಲೀಕರಣ ಕಾರ್ಯ OæçVæà×ÚßÙ-~¡ÁÚßÈÚâÂM 11 ಕೆ.ವಿ. ಫೀಡರನಲ್ಲಿ ನ.13 ರಂದು ಬೆಳಿಗ್ಗೆ 10 ರಿಂದ ಸಂಜೆ 05 ಗಂಟೆಯವರೆಗೆ ಎಫ್-9 ವ್ಯಾಪ್ತಿಯ ನೆಹರು ಕಾಲೋನಿ, ಎಸ್.ಎನ್.ಪೇಟೆ 1ನೇ, 2ನೇ, 4ನೇ, 5ನೇ ಮತ್ತು 6ನೇ ಅಡ್ಡರಸ್ತೆ, ಶಂಕರ್ ಕಾಲೋನಿ, ಡಿಎಆರ್ ಗ್ರೌಂಡ್, ಕೂಲ್ ಕಾರ್ನರ್, ಡಬಲ್ ರಸ್ತೆ, ಕೋಲಾಚಲಂ ಕಾಂಪೌಂಡ್, ಗಡಿಗಿ ಚೆನ್ನಪ್ಪ ವೃತ್ತ, ಗಾಂಧಿ ಭವನ, ಸಿಎಂಸಿ, ಅಂಬಲಿ ಬಜಾರ್, ಹಳೆಯ ತಾಲ್ಲೂಕು ಕಚೇರಿ, ಹಳೆಯ ಮ್ಯಾಗಜೀನ್ ರಸ್ತೆ, ಕಾಳಮ್ಮ ಬೀದಿ, ರೈಲ್ವೇ ಸ್ಟೇಷನ್ ರೋಡ್ ಸೇರಿದಂತೆ ವಿವಿಧೆಡೆ ವಿದ್ಯುತ್ ವ್ಯತ್ಯಯವಾಗಲಿದ್ದು, ಸಾರ್ವಜನಿಕರು ಸಹಕರಿಸಬೇಕು ಎಂದು ಜೆಸ್ಕಾಂ ಕಾರ್ಯನಿರ್ವಾಹಕ ಇಂಜಿನಿಯರ್ ತಿಳಿಸಿದ್ದಾರೆ. bbox=[530, 144, 682, 415]
paragraph: ಈ ಸಂದರ್ಭದಲ್ಲಿ ಜಿಲ್ಲಾ ಕಾಂಗ್ರೆಸ್ ಸಮಿತಿ ಅಧ್ಯಕ್ಷರು, ಮುಖಂಡರು, ಕಾರ್ಪೊರೇಟರ್‌ಗಳು, ಪಕ್ಷದ ಕಾರ್ಯಕರ್ತರು ಹಾಗೂ ಅಭಿಮಾನಿಗಳು ಉಪಸ್ಥಿತರಿದ್ದರು. bbox=[860, 792, 1008, 852]
article-body bbox=[530, 142, 682, 417]
paragraph: ಹಿಂದಿನ ವರ್ಷ ಜಯಂತಿ ಕಾರ್ಯಕ್ರಮವು ವಿವಿಧ ಗ್ರಾಮಗಳಲ್ಲಿ ಪ್ರಶಸ್ತಿ ಪ್ರದಾನ ಮತ್ತು ಸನ್ಮಾನ ಕಾರ್ಯಕ್ರಮಗಳೊಂದಿಗೆ ನಡೆಯಿತು. ಪ್ರಮುಖರು ಭಾಗವಹಿಸಿ ಯಶಸ್ವಿಗೊಳಿಸಿದರು. ಸಭೆಯಲ್ಲಿ ತಾಲೂಕಿನ 15ಕ್ಕೂ ಹೆಚ್ಚು ಗ್ರಾಮಗಳ ಮುಖಂಡರು ಭಾಗವಹಿಸಿದ್ದರು. bbox=[568, 642, 686, 768]
paragraph: ಮೆಟ್ರಿಕ್ ಪೂರ್ವ ವಿದ್ಯಾರ್ಥಿ ವೇತನಕ್ಕೆ ಹಿಂದಿನ ಸಾಲಿನಲ್ಲಿ ಅರ್ಜಿ ಸಲ್ಲಿಸಿ ವಿದ್ಯಾಥಿವೇತನ ಪಡೆದ ವಿದ್ಯಾರ್ಥಿಗಳು ಮತ್ತೊಮ್ಮೆ ಅರ್ಜಿ ಸಲ್ಲಿಸುವ ಅವಶ್ಯಕತೆ ಇರುವುದಿಲ್ಲ. ಮೆಟ್ರಿಕ್ ಪೂರ್ವ ವಿದ್ಯಾರ್ಥಿ ವೇತನಕ್ಕೆ ಹಿಂದಿನ ಸಾಲಿನಲ್ಲಿ ಅರ್ಜಿ ಸಲ್ಲಿಸದೇ ಇರುವ ವಿದ್ಯಾರ್ಥಿಗಳು ಪ್ರಸಕ್ತ ಸಾಲಿಗೆ ಅರ್ಜಿ ಸಲ್ಲಿಸಬಹುದು. bbox=[47, 377, 271, 454]
swatch-bar-black bbox=[518, 2068, 622, 2088]
paragraph: *ಈ ಸಂದರ್ಭದಲ್ಲಿ ಮಾತನಾಡಿದ ಕೆಪಿಸಿಸಿ ರಾಜ್ಯ ಪ್ರಧಾನ ಕಾರ್ಯದರ್ಶಿಗಳು, ಮಾಜಿ ಬುಡ ಅಧ್ಯಕ್ಷರು, ಮಾಜಿ ವಕ್ಫ್ ಬೋರ್ಡ್ ಅಧ್ಯಕ್ಷರಾದ ಹುಮಾಯೂನ್ ಖಾನ್ ರವರು 'ಟಿಪ್ಪು ಸುಲ್ತಾನ್ ರವರು ಕರ್ನಾಟಕ ರಾಜ್ಯದ ಹೆಮ್ಮೆಯ ಪುತ್ರರಾಗಿದ್ದು ದೇಶಕ್ಕಾಗಿ ಪ್ರಾಣ ತ್ಯಾಗ ಮಾಡಿದ ಮಹಾನ್ ವ್ಯಕ್ತಿ ಎಂದು ಹೇಳಿದರು. bbox=[694, 682, 854, 792]
paragraph: ವಿದ್ಯಾರ್ಥಿಗಳು ಕಡ್ಡಾಯವಾಗಿ ಮೊದಲು ಬಯೋಮೇಟ್ರಿಕ್ ಇ-ಧೃಢೀಕರಣ/ಎನ್‌ಎಸ್‌ಪಿ ಒಟಿಆರ್ ನೊಂದಣಿಯನ್ನು ಮಾಡಿಸಿದ ನಂತರ ಎಸ್‌ಎಸ್‌ಪಿ ಯಲ್ಲಿ ವಿದ್ಯಾರ್ಥಿವೇತನ ಅರ್ಜಿ ಸಲ್ಲಿಸಬೇಕು. bbox=[285, 328, 509, 372]
headline-bus-protest: ಬಸ್ ಬರಲ್ಲವೆಂದು ರಸ್ತೆ ತಡೆದ ವಿದ್ಯಾರ್ಥಿಗಳು bbox=[147, 1894, 579, 1929]
cmyk-side-mark-left bbox=[12, 1795, 22, 1847]
byline: ಸಂಜೆವಾಣಿ ವಾರ್ತೆ bbox=[375, 1682, 433, 1694]
swatch-bar-magenta bbox=[218, 2068, 322, 2088]
paragraph: ವಿದ್ಯಾರ್ಥಿಗಳು ತಮ್ಮ ಬ್ಯಾಂಕ್ ಖಾತೆಗಳಿಗೆ ಎನ್‌ಪಿಸಿಐ ಆಧಾರ್ ಸೀಡಿಂಗ್ ಮಾಡಿಸಿರಬೇಕು. ತೊಂದರೆಯಿದ್ದಲ್ಲಿ ಅಂಚೆ ಕಚೇರಿಯಲ್ಲಿ ಖಾತೆಯನ್ನು ತೆರೆಯಬೇಕು. ಮೆಟ್ರಿಕ್ ನಂತರದ ವಿದ್ಯಾರ್ಥಿಗಳು ಪ್ರತಿ ಶೈಕ್ಷಣಿಕ ಸಾಲಿಗೆ ಆನ್‌ಲೈನ್ ಅರ್ಜಿ ಸಲ್ಲಿಸಬಹುದು. bbox=[285, 165, 509, 226]
headline-shg-2: ಸ್ವಸಹಾಯ ಸಂಘಗಳಿಂದ ಅರ್ಜಿ ಆಹ್ವಾನ bbox=[1050, 1255, 1290, 1278]
byline: ಸಂಜೆವಾಣಿ ವಾರ್ತೆ bbox=[47, 1654, 105, 1666]
paragraph: *ಸೂಚನೆಗಳು*: bbox=[57, 295, 110, 307]
cmyk-m: M bbox=[12, 1807, 22, 1821]
headline-missing-person: ವ್ಯಕ್ತಿ ಕಾಣೆ : ಪ್ರಕರಣ ದಾಖಲು bbox=[82, 1626, 316, 1654]
byline: (ಸಂಜೆವಾಣಿ ಪ್ರತಿನಿಧಿಯಿಂದ) bbox=[47, 1933, 138, 1945]
headline-power-cut-2: ವಿದ್ಯುತ್ ವ್ಯತ್ಯಯ bbox=[543, 112, 669, 139]
crop-mark bbox=[1358, 30, 1378, 31]
ad-contact-phone: 9449871908 bbox=[176, 56, 302, 77]
paragraph: ಪ್ರತಿ ವರ್ಷದಂತೆ ಈ ವರ್ಷವೂ ಸಹ ವಿಜೃಂಭಣೆಯಿಂದ ಆಚರಿಸೋಣ, ತಾಲೂಕಿನ ಎಲ್ಲಾ ಗ್ರಾಮಗಳಿಂದ ಸಮಾಜ ಬಾಂಧವರು ಆಗಮಿಸಬೇಕು, ಕಾರ್ಯಕ್ರಮದಲ್ಲಿ ಗಣ್ಯರು ಭಾಗವಹಿಸಲಿದ್ದಾರೆ ಎಂದು ತಿಳಿಸಿದರು. bbox=[204, 852, 380, 929]
banner-rss-label bbox=[930, 1766, 1020, 1789]
cmyk-k: K bbox=[685, 12, 692, 21]
paragraph: ಕಳೆದ ಸಾಲಿನಲ್ಲಿ ವಿವಿಧ ಕಾರಣಗಳಿಂದ ವಿದ್ಯಾರ್ಥಿ ವೇತನ ಮಂಜೂರಾಗದ ಹಾಗೂ ರಿಜೆಕ್ಟ್ ಆಗಿರುವ ವಿದ್ಯಾರ್ಥಿಗಳು ಮಾತ್ರ ಪ್ರಸಕ್ತ ಸಾಲಿನಲ್ಲಿ ಮತ್ತೊಮ್ಮೆ ಅರ್ಜಿ ಸಲ್ಲಿಸಲು ಅವಕಾಶವಿರುತ್ತದೆ. bbox=[47, 148, 468, 486]
article-body bbox=[1021, 1290, 1319, 1388]
swatch-bar-cyan bbox=[60, 2068, 164, 2088]
article-women-shg bbox=[1012, 1230, 1328, 1526]
article-chennamma-col4 bbox=[568, 640, 686, 1128]
paragraph: ಆರ್‌ಎಸ್‌ಎಸ್ 100 ವರ್ಷಗಳನ್ನು ಪೂರೈಸಿದ ಸಂದರ್ಭದಲ್ಲಿ ತನಗೆ ಬೇಕಾದ ಸಾರ್ವಜನಿಕ ಸ್ಥಳಗಳಲ್ಲಿ ಪಥ ಸಂಚಲನ ಮಾಡಿ ತೊಂದರೆ ಕೊಡುವುದನ್ನು ಸಚಿವರಾದ ಪ್ರಿಯಾಂಕ್ ಖರ್ಗೆ ರವರು ನಿಷೇಧಿಸಿ ಸರ್ಕಾರಕ್ಕೆ ಪತ್ರ ಬರೆದ ಪ್ರಯುಕ್ತ ಒಬ್ಬ ಮನುವಾದಿ ಆರ್.ಎಸ್.ಎಸ್. ಕಾರ್ಯಕರ್ತ ಪ್ರಿಯಾಂಕ್ ಖರ್ಗೆ ರವರನ್ನು ವಾಟ್ಸ್ ಆಪ್ ನಲ್ಲಿ ಅಶ್ಲೀಲ ಶಬ್ದ ಬಳಸಿಲ್ಲದೆ ಅವರ ಫೋನಿಗೆ ಕರೆ ಮಾಡಿ ಜೀವ ಬೆದರಿಕೆ ಹಾಕಿರುತ್ತಾನೆ. bbox=[694, 1704, 854, 1848]
article-body bbox=[703, 1290, 997, 1405]
dove-icon: 🕊 bbox=[612, 56, 634, 78]
ad-contact-label: ಜಾಹೀರಾತಿಗಾಗಿ ಸಂಪರ್ಕಿಸಿ: bbox=[40, 58, 171, 76]
paragraph: ಸ್ಥಳಕ್ಕೆ ಆಗಮಿಸಿದ ಸಾರಿಗೆ ಇಲಾಖೆಯ ಅಧಿಕಾರಿಗಳು ವಿದ್ಯಾರ್ಥಿಗಳ ಬೇಡಿಕೆ ಆಲಿಸಿ, ಅರ್ಧ ತಾಸು ಮೊದಲೇ ಬಳ್ಳಾರಿ ಬಿಟ್ಟು ನಿಮಗೆ ಅನುಕೂಲವಾಗುವ ರೀತಿಯಲ್ಲಿ ಬಸ್ ಸಂಚರಿಸಲಿದೆಂದು ಹೇಳಿದ ಮೇಲೆ ಪ್ರತಿಭಟನೆ ಹಿಂದಕ್ಕೆ ತೆಗೆದುಕೊಳ್ಳಲಾಯ್ತು. bbox=[261, 1933, 679, 2040]
section-rule bbox=[38, 1616, 688, 1617]
paragraph: *ಈ ಸಂದರ್ಭದಲ್ಲಿ ಮಾತನಾಡಿದ ಕೆಪಿಸಿಸಿ ರಾಜ್ಯ ಪ್ರಧಾನ ಕಾರ್ಯದರ್ಶಿಗಳು, ಮಾಜಿ ಬುಡ ಅಧ್ಯಕ್ಷರು, ಮಾಜಿ ವಕ್ಫ್ ಬೋರ್ಡ್ ಅಧ್ಯಕ್ಷರಾದ ಹುಮಾಯೂನ್ ಖಾನ್ ರವರು 'ಟಿಪ್ಪು ಸುಲ್ತಾನ್ ರವರು ಕರ್ನಾಟಕ ರಾಜ್ಯದ ಹೆಮ್ಮೆಯ ಪುತ್ರರಾಗಿದ್ದು ದೇಶಕ್ಕಾಗಿ ಪ್ರಾಣ ತ್ಯಾಗ ಮಾಡಿದ ಮಹಾನ್ ವ್ಯಕ್ತಿ ಎಂದು ಹೇಳಿದರು. bbox=[860, 792, 1168, 885]
swatch-cyan-4 bbox=[143, 2069, 163, 2087]
article-body bbox=[47, 1932, 679, 2043]
byline: ಸಂಜೆವಾಣಿ ವಾರ್ತೆ bbox=[44, 639, 102, 650]
